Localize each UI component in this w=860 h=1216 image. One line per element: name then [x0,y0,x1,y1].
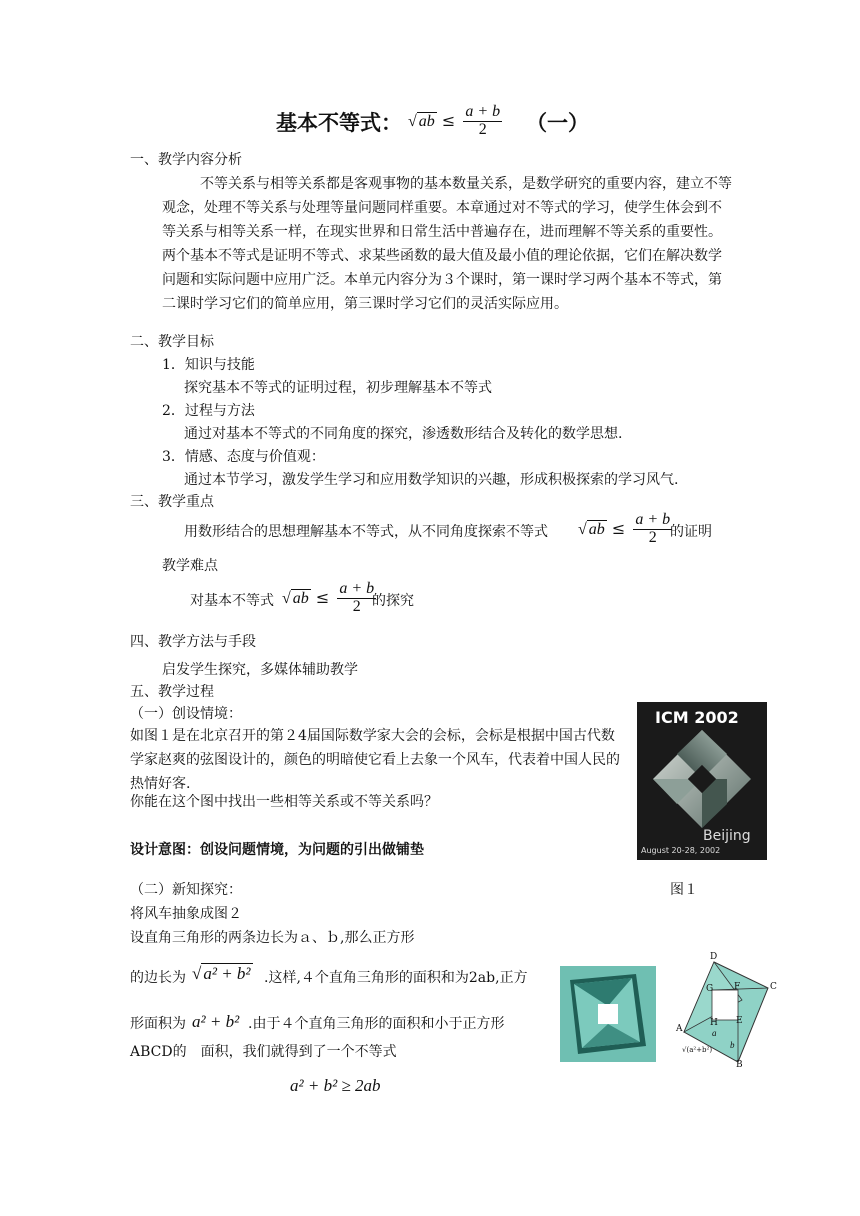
pinwheel-graphic [560,966,656,1062]
setup-line: 设直角三角形的两条边长为ａ、ｂ,那么正方形 [130,930,415,946]
key-point-prefix: 用数形结合的思想理解基本不等式，从不同角度探索不等式 [184,524,548,540]
section-heading-1: 一、教学内容分析 [130,152,242,168]
area-line-suffix: .由于４个直角三角形的面积和小于正方形 [248,1016,505,1032]
area-line-prefix: 形面积为 [130,1016,186,1032]
section-1-paragraph: 不等关系与相等关系都是客观事物的基本数量关系，是数学研究的重要内容，建立不等观念，处理不等关系与处理等量问题同样重要。本章通过对不等式的学习，使学生体会到不等关系与相等关系一样，在现实世界和日常生活中普遍存在，进而理解不等关系的重要性。两个基本不等式是证明不等式、求某些函数的最大值及最小值的理论依据，它们在解决数学问题和实际问题中应用广泛。本单元内容分为３个课时，第一课时学习两个基本不等式，第二课时学习它们的简单应用，第三课时学习它们的灵活实际应用。 [162,176,732,312]
fraction: $\frac{a + b}{2}$ [635,511,671,546]
goal-1-text: 探究基本不等式的证明过程，初步理解基本不等式 [184,380,492,396]
difficulty-heading: 教学难点 [162,558,218,574]
side-length-formula [192,964,253,984]
sqrt-a2b2: √ a² + b² [192,964,251,983]
difficulty-prefix: 对基本不等式 [190,593,274,609]
sqrt-ab: √ ab [282,589,309,607]
sqrt-ab: √ ab [408,112,435,130]
icm-logo-dates: August 20-28, 2002 [641,846,721,855]
goal-2-text: 通过对基本不等式的不同角度的探究，渗透数形结合及转化的数学思想. [184,426,623,442]
title-text: 基本不等式： [276,110,402,135]
abstract-line: 将风车抽象成图２ [130,906,242,922]
subsection-1-question: 你能在这个图中找出一些相等关系或不等关系吗？ [130,794,438,810]
area-formula: a² + b² [192,1012,240,1031]
key-point-suffix: 的证明 [670,524,712,540]
sqrt-ab: √ ab [578,520,605,538]
title-suffix: （一） [526,110,589,135]
le-symbol: ≤ [441,110,456,130]
section-heading-4: 四、教学方法与手段 [130,634,256,650]
label-D: D [710,952,718,962]
label-b: b [730,1040,735,1050]
difficulty-suffix: 的探究 [372,593,414,609]
title-formula [408,104,505,139]
key-point-formula: √ ab ≤ $\frac{a + b}{2}$ [578,511,671,546]
goal-1-label: 1．知识与技能 [162,357,255,373]
section-heading-5: 五、教学过程 [130,684,214,700]
icm-logo-city: Beijing [703,828,751,844]
label-A: A [676,1024,683,1034]
fraction: $\frac{a + b}{2}$ [339,580,375,615]
section-4-text: 启发学生探究，多媒体辅助教学 [162,662,358,678]
fraction: $\frac{a + b}{2}$ [465,103,501,138]
label-B: B [736,1060,743,1070]
abcd-line: ABCD的 面积，我们就得到了一个不等式 [130,1044,397,1060]
final-inequality: a² + b² ≥ 2ab [290,1076,381,1095]
icm-logo-title: ICM 2002 [655,708,739,727]
label-H: H [710,1018,718,1028]
pinwheel-figure [560,966,656,1062]
side-line-suffix: .这样,４个直角三角形的面积和为2ab,正方 [264,970,528,986]
label-E: E [736,1016,743,1026]
page-title [276,110,402,135]
label-F: F [734,982,741,992]
subsection-1-paragraph: 如图１是在北京召开的第２4届国际数学家大会的会标，会标是根据中国古代数学家赵爽的弦图设计的，颜色的明暗使它看上去象一个风车，代表着中国人民的热情好客. [130,728,620,792]
label-G: G [706,984,714,994]
side-line-prefix: 的边长为 [130,970,186,986]
section-heading-2: 二、教学目标 [130,334,214,350]
design-intent: 设计意图：创设问题情境，为问题的引出做铺垫 [130,842,424,858]
section-heading-3: 三、教学重点 [130,494,214,510]
subsection-1-heading: （一）创设情境： [130,706,242,722]
goal-2-label: 2．过程与方法 [162,403,255,419]
subsection-2-heading: （二）新知探究： [130,882,242,898]
difficulty-formula: √ ab ≤ $\frac{a + b}{2}$ [282,580,375,615]
icm-logo-image [637,702,767,860]
labeled-square-figure [676,952,786,1072]
label-a: a [712,1028,717,1038]
goal-3-label: 3．情感、态度与价值观： [162,449,325,465]
figure-1-caption: 图１ [670,882,698,898]
goal-3-text: 通过本节学习，激发学生学习和应用数学知识的兴趣，形成积极探索的学习风气. [184,472,679,488]
label-hypotenuse: √(a²+b²) [682,1046,713,1054]
label-C: C [770,982,777,992]
